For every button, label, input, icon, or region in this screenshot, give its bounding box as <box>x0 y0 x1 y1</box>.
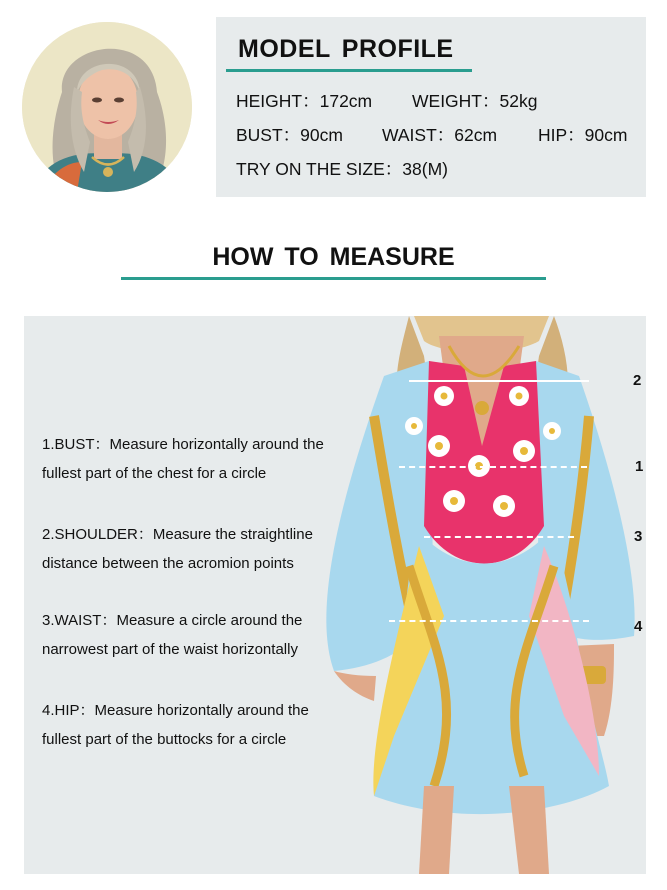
marker-4: 4 <box>634 618 643 635</box>
weight-value: WEIGHT：52kg <box>412 91 538 111</box>
marker-1: 1 <box>635 458 644 475</box>
profile-title: MODEL PROFILE <box>238 35 454 63</box>
title-underline <box>226 69 472 72</box>
height-value: HEIGHT：172cm <box>236 91 373 111</box>
measure-panel <box>24 316 646 874</box>
marker-3: 3 <box>634 528 643 545</box>
waist-measure-line <box>424 536 574 538</box>
hip-measure-line <box>389 620 589 622</box>
shoulder-measure-line <box>409 380 589 382</box>
measure-title-underline <box>121 277 546 280</box>
model-avatar <box>22 22 192 192</box>
bust-value: BUST：90cm <box>236 125 343 145</box>
hip-value: HIP：90cm <box>538 125 628 145</box>
waist-instruction: 3.WAIST：Measure a circle around the narrowest part of the waist horizontally <box>42 612 303 658</box>
waist-value: WAIST：62cm <box>382 125 498 145</box>
model-dress-image <box>314 316 646 874</box>
shoulder-instruction: 2.SHOULDER：Measure the straightline distance between the acromion points <box>42 526 313 572</box>
marker-2: 2 <box>633 372 642 389</box>
hip-instruction: 4.HIP：Measure horizontally around the fullest part of the buttocks for a circle <box>42 702 309 748</box>
bust-measure-line <box>399 466 587 468</box>
how-to-measure-title: HOW TO MEASURE <box>212 243 455 271</box>
bust-instruction: 1.BUST：Measure horizontally around the fullest part of the chest for a circle <box>42 436 324 482</box>
model-profile-panel <box>216 17 646 197</box>
try-size-value: TRY ON THE SIZE：38(M) <box>236 159 448 179</box>
